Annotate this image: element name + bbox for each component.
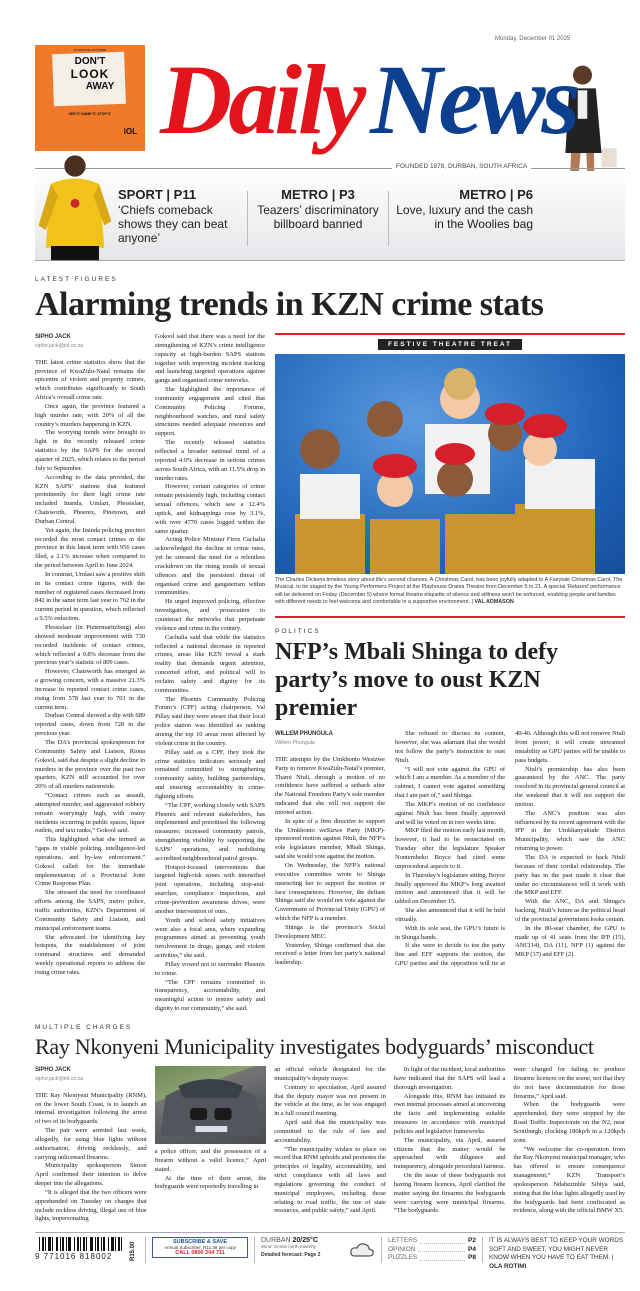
logo-news: News [370,44,577,155]
barcode-bar [60,1237,61,1251]
paragraph: This highlighted what she termed as “gaps in visible policing, intelligence-led operations, and by-law enforcement.” Gokool called for the immediate implementation of a Provincial Joint Crime Response Plan. [35,836,145,888]
paragraph: Pillay vowed not to surrender Phoenix to crime. [155,960,265,977]
paragraph: In spite of a firm directive to support the Umkhonto weSizwe Party (MKP)-sponsored motion against Ntuli, the NFP’s sole legislature member, Mbali Shinga, said she would vote against the motion. [275,817,385,861]
lead-column-1 [35,333,145,1014]
barcode-bar [118,1237,120,1251]
teaser-strip [35,171,625,261]
photo-credit: VAL ADMASON [474,598,514,605]
paragraph: Pillay said as a CPF, they took the crime statistics indicators seriously and remained committed to strengthening community safety, building partnerships, and ensuring accountability in crime-fighting efforts. [155,748,265,800]
byline: WILLEM PHUNGULA [275,731,333,738]
quote-author: OLA ROTIMI [489,1262,527,1270]
paragraph: a police officer, and the possession of a firearm without a valid licence,” April stated. [154,1147,267,1173]
paragraph: Contrary to speculation, April assured that the deputy mayor was not present in the vehicle at the time, as he was engaged in a full council meeting. [274,1083,386,1118]
weather-city: DURBAN [261,1237,291,1245]
teaser-text: ‘Chiefs comeback shows they can beat anyone’ [118,203,228,245]
index-page: P4 [468,1245,476,1253]
third-body [35,1066,625,1224]
advert-dont-look-away[interactable] [35,45,145,151]
paragraph: In Thursday’s legislature sitting, Boyce finally approved the MKP’s long awaited motion and announced that it will be tabled on December 15. [395,871,505,906]
ad-brand: iOL [123,127,137,136]
paragraph: The DA’s provincial spokesperson for Community Safety and Liaison, Riona Gokool, said that despite a slight decline in murders in the province over the past two quarters, KZN still accounted for over 20% of all murders nationwide. [35,738,145,791]
third-column-5 [513,1066,625,1224]
barcode-bar [90,1237,93,1251]
barcode-bar [108,1237,109,1251]
paragraph: Ntuli’s premiership has also been guaranteed by the ANC. The party resolved in its provincial general council at the weekend that it will not support the motion. [515,765,625,808]
subscribe-title: SUBSCRIBE & SAVE [173,1239,227,1246]
third-column-1 [35,1066,147,1224]
barcode-bar [56,1237,58,1251]
byline: SIPHO JACK [35,1066,71,1073]
paragraph: The worrying trends were brought to light in the recently released crime statistics by the SAPS for the second quarter of 2025, which relates to the period July to September. [35,429,145,472]
subscribe-phone: CALL 0800 204 711 [175,1250,225,1257]
paragraph: According to the data provided, the KZN SAPS’ stations that featured prominently for their high crime rate included Inanda, Umlazi, Plessislaer, Chatsworth, Phoenix, Pinetown, and Durban Central. [35,473,145,525]
paragraph: were charged for failing to produce firearms licences on the scene, not that they do not have documentation for those firearms,” April said. [513,1065,625,1100]
leader-dots [420,1237,465,1244]
divider [388,191,389,246]
theatre-kids-photo [275,354,625,574]
barcode-bar [111,1237,114,1251]
index-item[interactable] [388,1254,476,1263]
ad-line2: LOOK [70,67,110,81]
barcode-bar [83,1237,85,1251]
lead-column-2 [155,333,265,1014]
paragraph: Yesterday, Shinga confirmed that she received a letter from her party’s national leadership. [275,941,385,967]
car-illustration [155,1066,267,1144]
leader-dots [418,1246,465,1253]
paragraph: Shinga is the province’s Social Development MEC. [275,923,385,940]
byline-email[interactable]: sipho.jack@inl.co.za [35,342,84,349]
teaser-text: Love, luxury and the cash in the Woolies bag [396,203,533,231]
kids-illustration [275,354,625,574]
paragraph: Gokool said that there was a need for the strengthening of KZN’s crime intelligence capacity at high-burden SAPS stations together with improving incident tracking and launching targeted operations against gangs and organised crime networks. [155,333,265,385]
barcode-bar [86,1237,87,1251]
logo-daily: Daily [160,44,363,155]
lead-body [35,333,265,1014]
third-kicker: MULTIPLE CHARGES [35,1023,133,1031]
right-column [275,333,625,1014]
paragraph: THE attempts by the Umkhonto Wesizwe Party to remove KwaZulu-Natal’s premier, Thami Ntuli, through a motion of no confidence have suffered a setback after the National Freedom Party’s sole member indicated that she will not support the mooted action. [275,755,385,816]
third-headline[interactable]: Ray Nkonyeni Municipality investigates bodyguards’ misconduct [35,1033,594,1059]
paragraph: “I will not vote against the GPU of which I am a member. As a member of the cabinet, I cannot vote against something that I am part of,” said Shinga. [395,765,505,800]
paragraph: Youth and school safety initiatives were also a focal area, where expanding programmes aimed at preventing youth involvement in drugs, gangs, and violent activities,” she said. [155,916,265,960]
barcode-bar [52,1237,53,1251]
divider [254,1237,255,1263]
byline-email[interactable]: sipho.jack@inl.co.za [35,1075,84,1082]
paragraph: However, certain categories of crime remain persistently high, including contact sexual offences, which saw a 12.4% uptick, and kidnappings rose by 3.1%, with over 4770 cases logged within the same quarter. [155,483,265,535]
paragraph: Municipality spokesperson Simon April confirmed their intention to delve deeper into the allegations. [35,1162,147,1188]
paragraph: She stressed the need for coordinated efforts among the SAPS, metro police, traffic authorities, KZN’s Department of Community Safety and Liaison, and municipal enforcement teams. [35,889,145,932]
founded-line: FOUNDED 1878, DURBAN, SOUTH AFRICA [392,163,531,170]
teaser-metro-p6[interactable] [393,187,533,231]
issue-date: Monday, December 01 2025 [495,36,571,42]
paragraph: April said that the municipality was committed to the rule of law and accountability. [274,1119,386,1144]
barcode-bar [68,1237,71,1251]
masthead-rule [35,168,625,169]
footballer-photo [35,150,115,262]
ad-line1: DON'T [74,56,106,67]
politics-body [275,730,625,969]
price: R15.00 [130,1241,136,1262]
barcode-bar [42,1237,44,1251]
paragraph: At the time of their arrest, the bodyguards were reportedly travelling in [154,1174,267,1191]
paragraph: However, Chatsworth has emerged as a growing concern, with a massive 21.3% increase in reported contact crime cases, rising from 578 last year to 701 in the current term. [35,668,145,711]
index-label: OPINION [388,1245,416,1253]
index-label: PUZZLES [388,1254,418,1262]
divider [145,1237,146,1263]
barcode [35,1237,139,1263]
barcode-bar [48,1237,51,1251]
index-page: P2 [468,1237,476,1245]
paragraph: She refused to discuss its content, however, she was adamant that she would not follow the party’s instruction to oust Ntuli. [395,730,505,764]
weather-forecast: Detailed forecast: Page 2 [261,1252,321,1259]
page-index [388,1237,476,1263]
footer [35,1232,625,1291]
quote-text: IT IS ALWAYS BEST TO KEEP YOUR WORDS SOFT AND SWEET, YOU MIGHT NEVER KNOW WHEN YOU HAVE TO EAT THEM. | [489,1237,624,1262]
paragraph: The recently released statistics reflected a broader national trend of a reported 4.9% decrease in serious crimes across South Africa, with an 11.5% drop in murder rates. [155,439,265,482]
politics-kicker: POLITICS [275,628,321,636]
paragraph: She highlighted the importance of community engagement and cited that Community Policing Forums, neighbourhood watches, and rural safety structures needed adequate resources and support. [155,386,265,438]
paragraph: Alongside this, RNM has initiated its own internal processes aimed at uncovering the facts and implementing suitable measures in accordance with municipal policies and legislative frameworks. [393,1092,506,1135]
subscribe-box[interactable] [152,1237,248,1258]
weather [261,1237,343,1258]
teaser-section: METRO | P3 [281,187,355,202]
barcode-bar [74,1237,75,1251]
paragraph: The pair were arrested last week, allegedly, for using blue lights without authorisation, driving recklessly, and carrying unlicensed firearms. [35,1127,147,1161]
barcode-bar [115,1237,116,1251]
paragraph: The DA is expected to back Ntuli because of their cordial relationship. The party has in the past made it clear that under no circumstances will it work with the MKP and EFF. [515,854,625,897]
paragraph: She advocated for identifying key hotspots, the establishment of joint command structures and demanded weekly operational reports to address the rising crime rates. [35,933,145,976]
footer-section [0,1232,640,1291]
photo-caption [275,577,625,606]
byline-name: Willem Phungula [275,740,315,747]
masthead-area [0,0,640,276]
barcode-bar [95,1237,96,1251]
paragraph: On the issue of these bodyguards not having firearm licences, April clarified the matter saying the firearms the bodyguards were carrying were municipal firearms. “The bodyguards [393,1172,506,1215]
paragraph: In contrast, Umlazi saw a positive shift in its contact crime figures, with the number of registered cases decreased from 842 in the same term last year to 762 in the current period in question, which reflected a 9.5% reduction. [35,570,145,623]
paragraph: “We welcome the co-operation from the Ray Nkonyeni municipal manager, who has offered to ensure consequence management,” KZN Transport’s spokesperson Ndabezinhle Sibiya said, noting that the blue lights allegedly used by the bodyguards had been confiscated as evidence, along with the official BMW X5. [513,1145,625,1215]
caption-text: The Charles Dickens timeless story about life’s second chances, A Christmas Carol, has been joyfully adapted to A Fairytale Christmas Carol, The Musical, to be staged by the Young Performers Project at the Playhouse Drama Theatre from December 5 to 21. A special ‘Relaxed’ performance will be delivered on Friday (December 5) where formal theatre etiquette of silence and stillness won’t be enforced, enabling people and families with different needs to feel welcome and comfortable in a supportive environment. | [275,577,623,605]
byline: SIPHO JACK [35,334,71,340]
paragraph: “The CPF, working closely with SAPS Phoenix and relevant stakeholders, has implemented and prioritised the following measures: increased community patrols, strengthening visibility by supporting the SAPS’ operations, and mobilising accredited neighbourhood patrol groups. [155,801,265,862]
paragraph: On Wednesday, the NFP’s national executive committee wrote to Shinga instructing her to support the motion or face consequences. However, the defiant Shinga said she would not vote against the Government of Provincial Unity (GPU) of which the NFP is a member. [275,862,385,923]
bmw-car-photo [155,1066,267,1144]
photo-tag-wrap [275,333,625,351]
paragraph: In the 80-seat chamber, the GPU is made up of 41 seats from the IFP (15), ANC(14), DA (11), NFP (1) against the MKP (37) and EFF (2). [515,924,625,959]
barcode-bar [103,1237,105,1251]
paragraph: She also announced that it will be held virtually. [395,907,505,923]
barcode-bar [121,1237,122,1251]
ad-line3: AWAY [85,81,115,92]
photo-tag: FESTIVE THEATRE TREAT [378,339,522,350]
divider [482,1237,483,1263]
lead-kicker: LATEST FIGURES [35,276,118,283]
paragraph: an official vehicle designated for the municipality’s deputy mayor. [274,1065,386,1082]
lead-headline[interactable]: Alarming trends in KZN crime stats [35,286,544,323]
paragraph: He urged improved policing, effective investigation, and prosecution to counteract the networks that perpetuate violence and crime in the country. [155,598,265,632]
index-label: LETTERS [388,1237,418,1245]
weather-wind: Wind: Gentle north-easterly [261,1244,316,1250]
paragraph: Once again, the province featured a high murder rate, with 20% of all the country’s murders happening in KZN. [35,402,145,428]
leader-dots [420,1254,465,1261]
paragraph: If she were to decide to toe the party line and EFF supports the motion, the GPU parties and the opposition will tie at 40-40. Although this will not remove Ntuli from power, it will create unwanted instability as GPU parties will be unable to pass budgets. [395,730,625,968]
subscribe-text: Annual Subscriber, R11.38 per copy [164,1245,236,1251]
barcode-bars [35,1237,127,1253]
barcode-bar [45,1237,46,1251]
paragraph: The MKP’s motion of no confidence against Ntuli has been finally approved and will be voted on in two weeks time. [395,800,505,826]
index-item[interactable] [388,1246,476,1255]
teaser-text: Teazers’ discriminatory billboard banned [257,203,379,231]
teaser-section: SPORT | P11 [118,187,197,202]
paragraph: The Phoenix Community Policing Forum’s (CPF) acting chairperson, Val Pillay said they were aware that their local police station was identified as ranking among the top 10 areas most affected by violent crime in the country. [155,695,265,747]
paragraph: “The CPF remains committed to transparency, accountability, and meaningful action to restore safety and dignity to our community,” she said. [155,978,265,1013]
politics-headline[interactable]: NFP’s Mbali Shinga to defy party’s move to oust KZN premier [275,639,559,722]
ad-tagline: SEE IT. NAME IT. STOP IT. [68,112,112,116]
paragraph: Yet again, the Inanda policing precinct recorded the most contact crimes in the province in this latest term with 956 cases filed, a 2.1% increase when compared to the period between April to June 2024. [35,526,145,570]
paragraph: With the ANC, DA and Shinga’s backing, Ntuli’s future as the political head of the provincial government looks certain. [515,898,625,923]
third-column-4 [394,1066,506,1224]
teaser-metro-p3[interactable] [253,187,383,231]
third-column-2 [155,1066,267,1224]
paragraph: “The municipality wishes to place on record that RNM upholds and promotes the principles of legality, accountability, and strict compliance with all laws and regulations governing the conduct of municipal employees, including those relating to road traffic, the use of state resources, and public safety,” said April. [274,1145,386,1215]
barcode-number: 9 771016 818002 [35,1252,113,1262]
divider [247,191,248,246]
red-rule [275,616,625,618]
barcode-bar [66,1237,67,1251]
third-column-3 [274,1066,386,1224]
masthead-logo [160,44,577,155]
paragraph: Acting Police Minister Firoz Cachalia acknowledged the decline in crime rates, yet he stressed the need for a relentless crackdown on the rising trends of sexual offences and the persistent threat of organised crime and gangsterism within communities. [155,536,265,597]
barcode-bar [97,1237,99,1251]
paragraph: MKP filed the motion early last month, however, it had to be resuscitated on Tuesday after the legislature Speaker Nontembeko Boyce had cited some unprocedural aspects to it. [395,827,505,870]
teaser-sport[interactable] [118,187,243,245]
ad-small-text: 16 DAYS OF ACTIVISM [73,48,107,52]
paragraph: THE Ray Nkonyeni Municipality (RNM), on the lower South Coast, is to launch an internal investigation following the arrest of two of its bodyguards. [35,1091,147,1126]
paragraph: When the bodyguards were apprehended, they were stopped by the Road Traffic Inspectorate on the N2, near Scottburgh, clocking 180kp/h in a 120kp/h zone. [513,1101,625,1144]
weather-temp: 20/25°C [292,1237,318,1245]
paragraph: “It is alleged that the two officers were apprehended on Tuesday on charges that include reckless driving, illegal use of blue lights, impersonating [35,1188,147,1223]
barcode-bar [80,1237,81,1251]
quote-of-day [489,1237,625,1271]
lead-layout [35,333,625,1014]
paragraph: Cachalia said that while the statistics reflected a national decrease in reported crimes, areas like KZN reveal a stark reality that demands urgent attention, concerted effort, and political will to reclaim safety and dignity for its communities. [155,633,265,694]
third-section [0,1024,640,1224]
cloud-icon [349,1241,375,1259]
barcode-bar [101,1237,102,1251]
lead-section [0,276,640,1014]
divider [381,1237,382,1263]
index-item[interactable] [388,1237,476,1246]
paragraph: In light of the incident, local authorities have indicated that the SAPS will lead a thorough investigation. [393,1065,506,1091]
paragraph: THE latest crime statistics show that the province of KwaZulu-Natal remains the epicentre of violent and property crimes, which contributes significantly to South Africa’s overall crime rate. [35,358,145,402]
paragraph: The municipality, via April, assured citizens that the matter would be approached with diligence and transparency, alongside procedural fairness. [393,1136,506,1171]
paragraph: With its sole seat, the GPU’s future is in Shinga hands. [395,924,505,941]
paragraph: Hotspot-focused interventions that targeted high-risk zones with intensified joint operations, including stop-and-searches, compliance inspections, and crime-prevention awareness drives, were another intervention of ours. [155,863,265,915]
teaser-section: METRO | P6 [459,187,533,202]
barcode-bar [39,1237,40,1251]
index-page: P8 [468,1254,476,1262]
barcode-bar [77,1237,79,1251]
paragraph: Plessislaer (in Pietermaritzburg) also showed moderate improvement with 730 recorded incidents of contact crimes, which reflected a 9.8% decrease from the previous year’s statistic of 809 cases. [35,624,145,667]
paragraph: The ANC’s position was also influenced by its recent agreement with the IFP in the Umkhanyakude District Municipality, which saw the ANC returning to power. [515,809,625,853]
barcode-bar [62,1237,64,1251]
paragraph: Durban Central showed a dip with 689 reported cases, down from 728 in the previous year. [35,712,145,738]
paragraph: “Contact crimes such as assault, attempted murder, and aggravated robbery remain worryingly high, with many incidents occurring in public spaces, liquor outlets, and taxi ranks,” Gokool said. [35,792,145,835]
